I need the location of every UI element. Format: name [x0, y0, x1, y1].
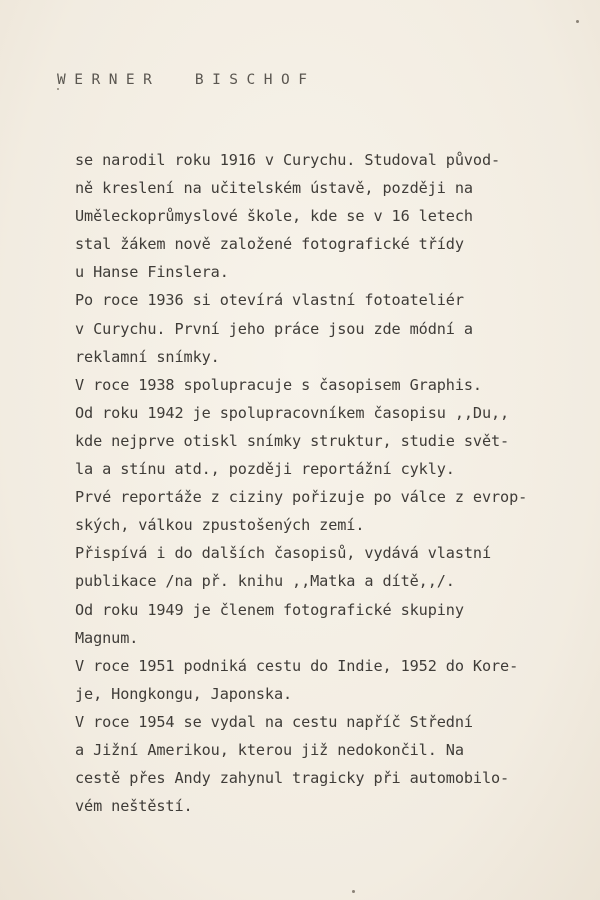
- text-line: V roce 1954 se vydal na cestu napříč Střední: [75, 712, 473, 731]
- text-line: Od roku 1949 je členem fotografické skupiny: [75, 600, 464, 619]
- text-line: kde nejprve otiskl snímky struktur, studie svět-: [75, 431, 510, 450]
- text-line: v Curychu. První jeho práce jsou zde módní a: [75, 319, 473, 338]
- text-line: u Hanse Finslera.: [75, 263, 229, 282]
- text-line: publikace /na př. knihu ,,Matka a dítě,,/.: [75, 572, 455, 591]
- text-line: ských, válkou zpustošených zemí.: [75, 516, 365, 535]
- text-line: se narodil roku 1916 v Curychu. Studoval původ-: [75, 151, 501, 169]
- text-line: V roce 1938 spolupracuje s časopisem Graphis.: [75, 375, 482, 394]
- text-line: Přispívá i do dalších časopisů, vydává vlastní: [75, 544, 492, 563]
- text-line: Od roku 1942 je spolupracovníkem časopisu ,,Du,,: [75, 403, 510, 422]
- text-line: ně kreslení na učitelském ústavě, později na: [75, 179, 473, 198]
- text-line: Magnum.: [75, 628, 139, 647]
- text-line: reklamní snímky.: [75, 347, 220, 366]
- document-body: [75, 146, 595, 820]
- text-line: je, Hongkongu, Japonska.: [75, 684, 293, 703]
- text-line: cestě přes Andy zahynul tragicky při automobilo-: [75, 769, 510, 788]
- document-title: WERNER BISCHOF: [57, 72, 316, 88]
- text-line: Po roce 1936 si otevírá vlastní fotoateliér: [75, 291, 464, 310]
- text-line: a Jižní Amerikou, kterou již nedokončil. Na: [75, 740, 464, 759]
- text-line: la a stínu atd., později reportážní cykly.: [75, 460, 455, 479]
- paper-speck: [352, 890, 355, 893]
- paper-speck: [576, 20, 579, 23]
- text-line: stal žákem nově založené fotografické třídy: [75, 235, 464, 254]
- text-line: Prvé reportáže z ciziny pořizuje po válce z evrop-: [75, 488, 528, 507]
- text-line: Uměleckoprůmyslové škole, kde se v 16 letech: [75, 207, 473, 226]
- text-line: V roce 1951 podniká cestu do Indie, 1952 do Kore-: [75, 656, 519, 675]
- paper-speck: [57, 88, 59, 90]
- text-line: vém neštěstí.: [75, 797, 193, 816]
